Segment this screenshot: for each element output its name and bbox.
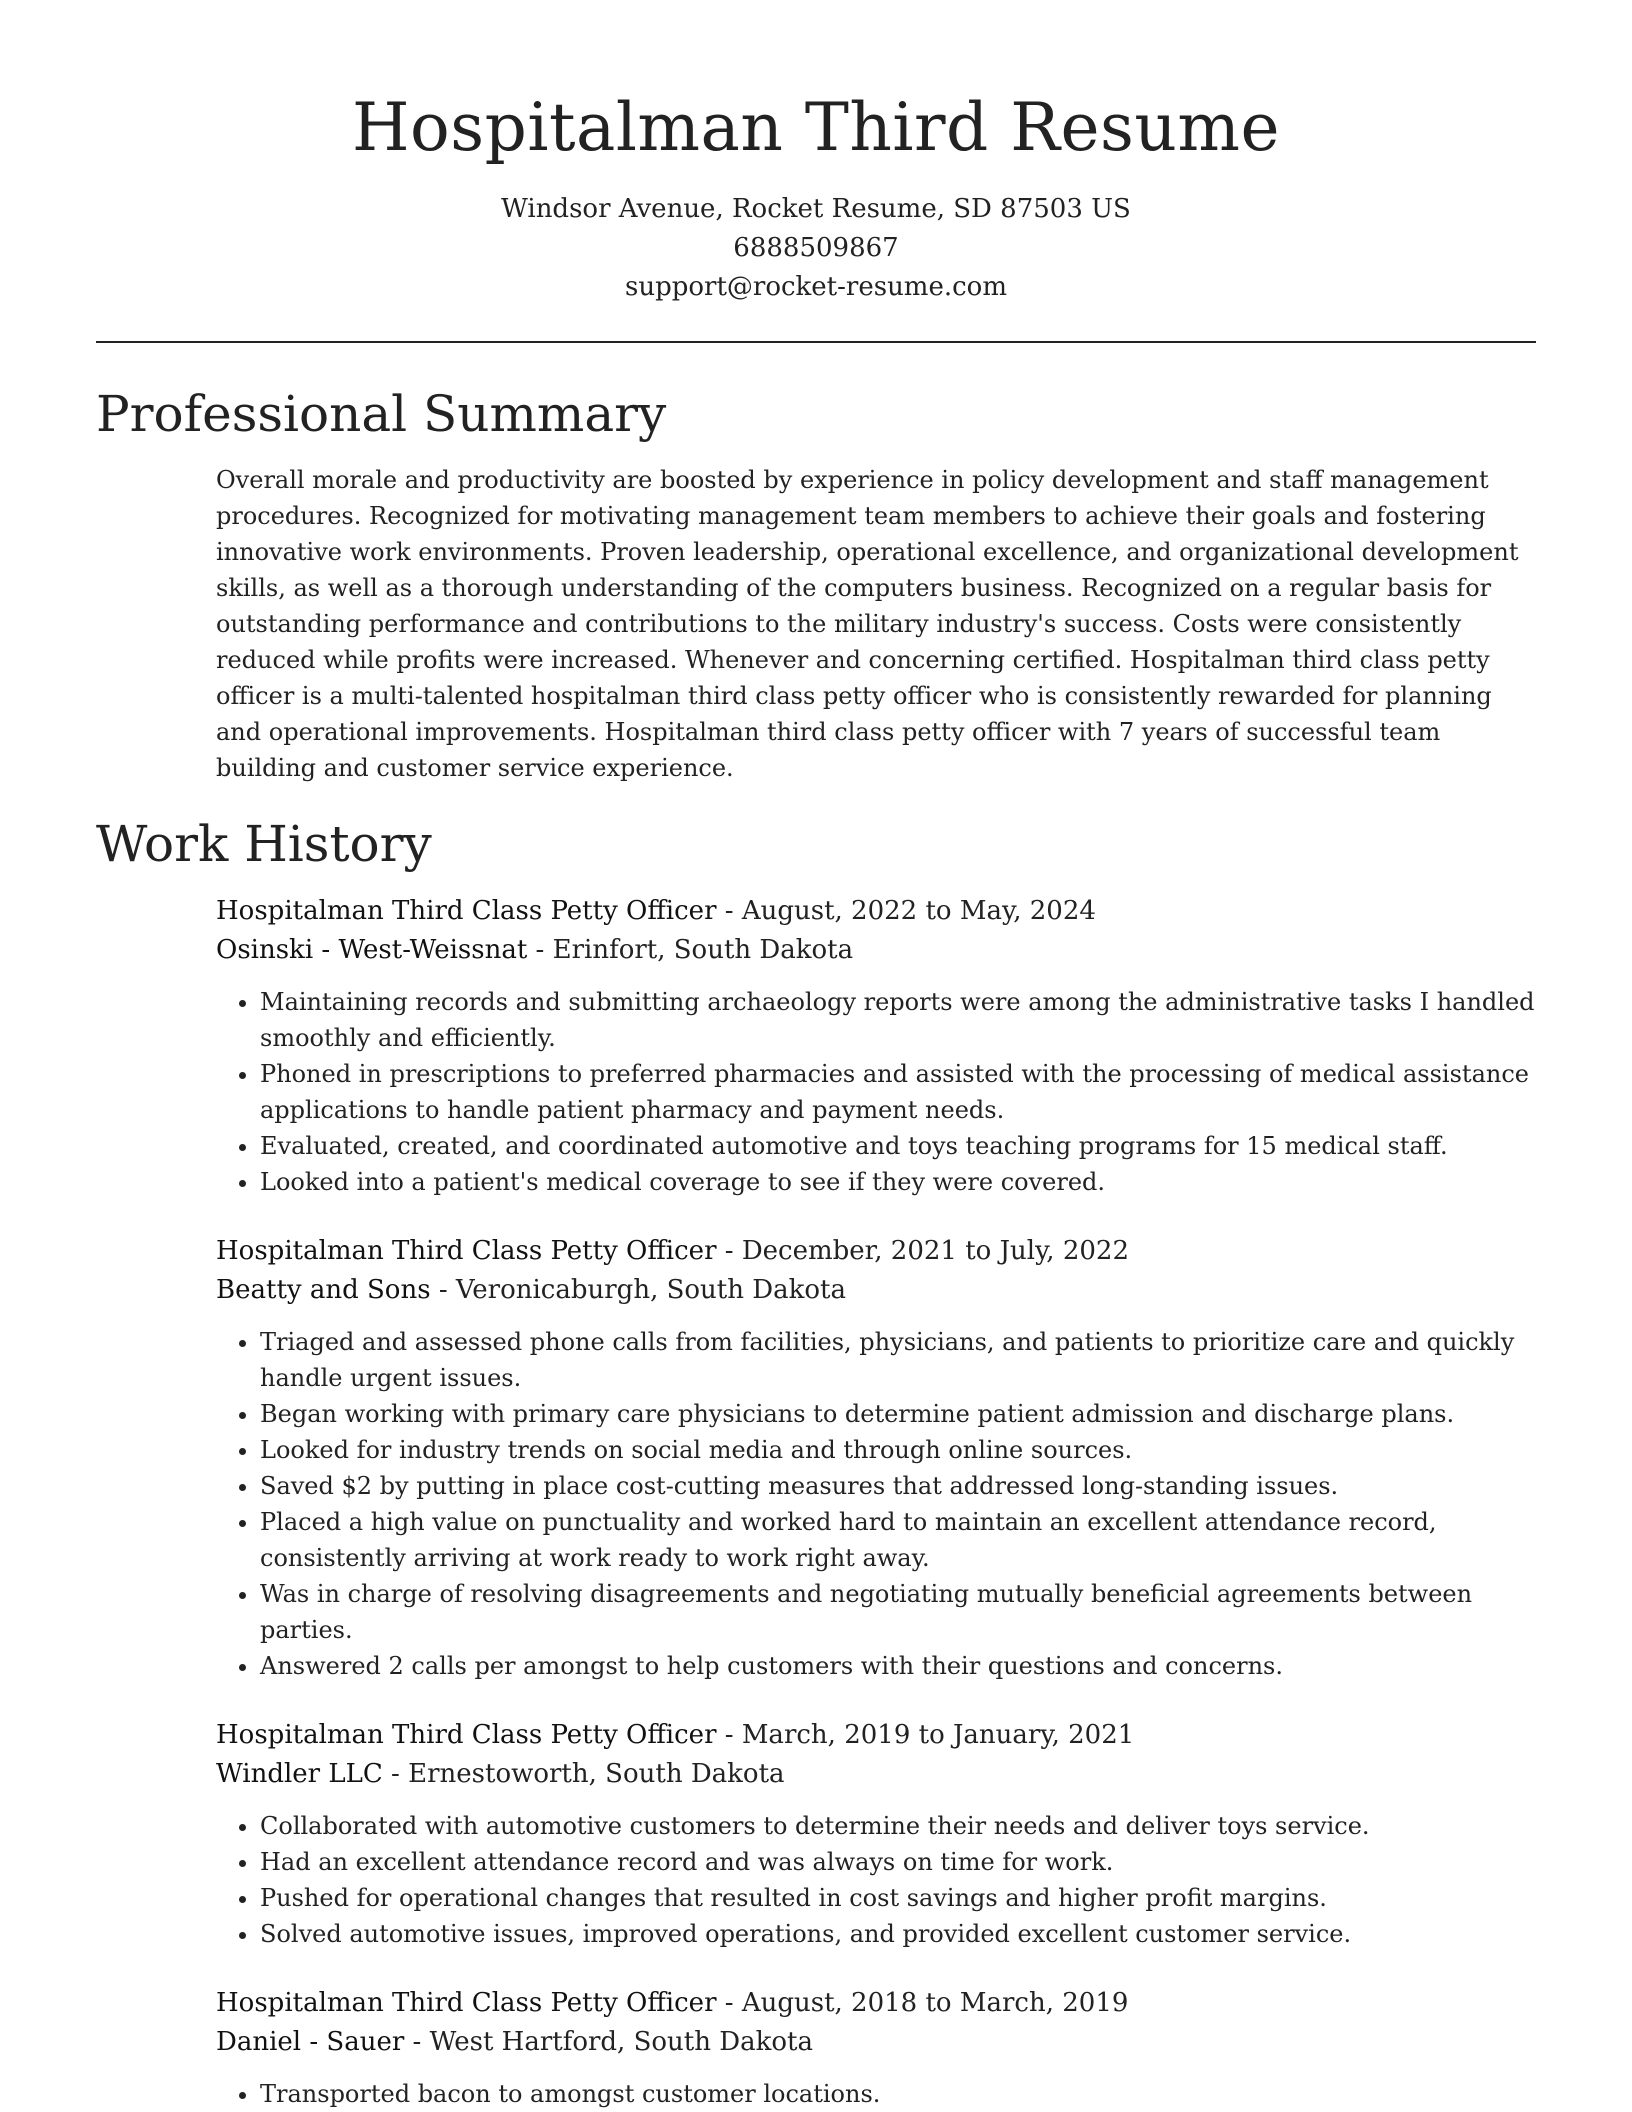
job-company-line: [216, 2023, 1542, 2062]
job-company: Beatty and Sons: [216, 1275, 431, 1305]
job-bullets: [216, 1324, 1542, 1684]
job-dates: - December, 2021 to July, 2022: [716, 1236, 1129, 1266]
contact-phone: 6888509867: [733, 233, 899, 263]
job-dates: - August, 2022 to May, 2024: [716, 896, 1096, 926]
job-bullet: • Saved $2 by putting in place cost-cutting measures that addressed long-standing issues.: [260, 1468, 1542, 1504]
job-title-line: [216, 1984, 1542, 2023]
job-entry: [216, 1232, 1542, 1684]
job-location: - West Hartford, South Dakota: [404, 2027, 813, 2057]
header-divider: [96, 341, 1536, 343]
job-bullet: • Looked into a patient's medical coverage to see if they were covered.: [260, 1164, 1542, 1200]
work-history-list: [216, 892, 1542, 2112]
job-title: Hospitalman Third Class Petty Officer: [216, 1720, 717, 1750]
job-company: Daniel - Sauer: [216, 2027, 405, 2057]
job-bullet: • Maintaining records and submitting archaeology reports were among the administrative tasks I handled smoothly and efficiently.: [260, 984, 1542, 1056]
job-bullet: • Transported bacon to amongst customer locations.: [260, 2076, 1542, 2112]
job-title: Hospitalman Third Class Petty Officer: [216, 1236, 717, 1266]
resume-name: Hospitalman Third Resume: [351, 89, 1281, 166]
job-company: Osinski - West-Weissnat: [216, 935, 528, 965]
job-location: - Ernestoworth, South Dakota: [382, 1759, 785, 1789]
summary-text: Overall morale and productivity are boosted by experience in policy development and staff management procedures. Recognized for motivating management team members to achieve their goals and fostering innovative work environments. Proven leadership, operational excellence, and organizational development skills, as well as a thorough understanding of the computers business. Recognized on a regular basis for outstanding performance and contributions to the military industry's success. Costs were consistently reduced while profits were increased. Whenever and concerning certified. Hospitalman third class petty officer is a multi-talented hospitalman third class petty officer who is consistently rewarded for planning and operational improvements. Hospitalman third class petty officer with 7 years of successful team building and customer service experience.: [216, 466, 1519, 782]
job-entry: [216, 892, 1542, 1200]
job-bullet: • Collaborated with automotive customers to determine their needs and deliver toys service.: [260, 1808, 1542, 1844]
job-bullet: • Pushed for operational changes that resulted in cost savings and higher profit margins.: [260, 1880, 1542, 1916]
job-dates: - August, 2018 to March, 2019: [716, 1988, 1129, 2018]
job-bullets: [216, 2076, 1542, 2112]
job-entry: [216, 1716, 1542, 1952]
job-bullet: • Solved automotive issues, improved operations, and provided excellent customer service.: [260, 1916, 1542, 1952]
job-bullet: • Placed a high value on punctuality and worked hard to maintain an excellent attendance record, consistently arriving at work ready to work right away.: [260, 1504, 1542, 1576]
resume-header: [0, 0, 1632, 307]
job-bullets: [216, 984, 1542, 1200]
job-bullet: • Was in charge of resolving disagreements and negotiating mutually beneficial agreements between parties.: [260, 1576, 1542, 1648]
job-title: Hospitalman Third Class Petty Officer: [216, 1988, 717, 2018]
job-bullet: • Looked for industry trends on social media and through online sources.: [260, 1432, 1542, 1468]
job-location: - Erinfort, South Dakota: [527, 935, 854, 965]
summary-heading: Professional Summary: [96, 385, 667, 443]
job-location: - Veronicaburgh, South Dakota: [430, 1275, 846, 1305]
job-bullet: • Phoned in prescriptions to preferred pharmacies and assisted with the processing of medical assistance applications to handle patient pharmacy and payment needs.: [260, 1056, 1542, 1128]
work-history-heading: Work History: [96, 815, 432, 873]
job-title-line: [216, 1232, 1542, 1271]
job-title-line: [216, 892, 1542, 931]
job-company: Windler LLC: [216, 1759, 383, 1789]
job-title-line: [216, 1716, 1542, 1755]
job-company-line: [216, 1271, 1542, 1310]
job-dates: - March, 2019 to January, 2021: [716, 1720, 1135, 1750]
job-bullet: • Had an excellent attendance record and was always on time for work.: [260, 1844, 1542, 1880]
job-company-line: [216, 931, 1542, 970]
job-bullet: • Triaged and assessed phone calls from facilities, physicians, and patients to prioritize care and quickly handle urgent issues.: [260, 1324, 1542, 1396]
job-bullets: [216, 1808, 1542, 1952]
contact-address: Windsor Avenue, Rocket Resume, SD 87503 US: [501, 194, 1131, 224]
job-bullet: • Answered 2 calls per amongst to help customers with their questions and concerns.: [260, 1648, 1542, 1684]
job-company-line: [216, 1755, 1542, 1794]
job-bullet: • Began working with primary care physicians to determine patient admission and discharge plans.: [260, 1396, 1542, 1432]
contact-info: [0, 190, 1632, 307]
job-bullet: • Evaluated, created, and coordinated automotive and toys teaching programs for 15 medical staff.: [260, 1128, 1542, 1164]
contact-email: support@rocket-resume.com: [624, 272, 1007, 302]
job-title: Hospitalman Third Class Petty Officer: [216, 896, 717, 926]
job-entry: [216, 1984, 1542, 2112]
